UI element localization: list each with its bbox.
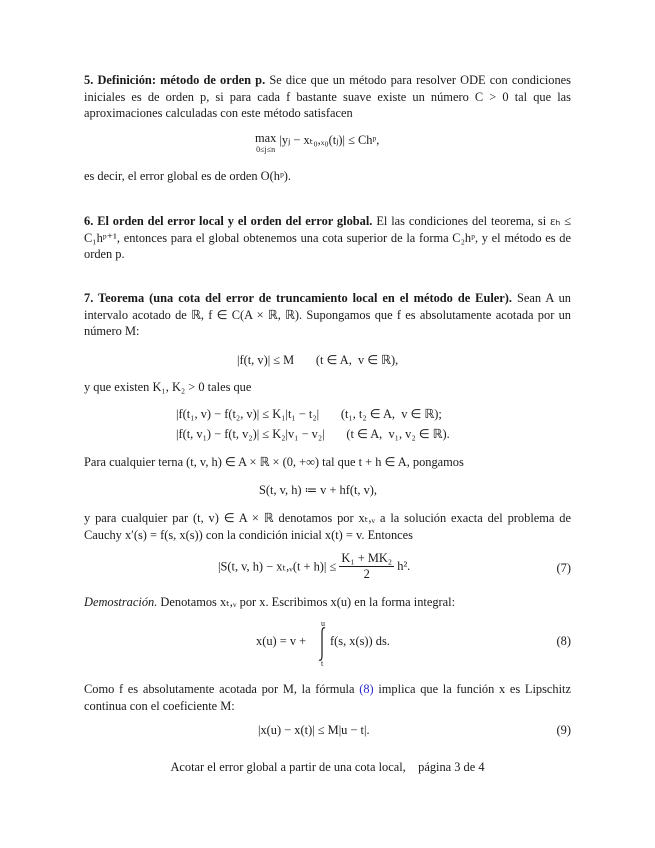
section-5-text: Se dice que un método para resolver ODE con condiciones iniciales es de orden p, si para cada f bastante suave existe un número C > 0 tal que las aproximaciones calculadas con este método satisfacen xyxy=(84,73,571,121)
equation-8-upper-limit: u xyxy=(321,619,325,628)
proof-label: Demostración. xyxy=(84,595,158,609)
proof-text: Denotamos xₜ,ᵥ por x. Escribimos x(u) en la forma integral: xyxy=(160,595,456,609)
integral-sign-icon xyxy=(316,626,328,662)
equation-9: |x(u) − x(t)| ≤ M|u − t|. xyxy=(258,723,370,737)
equation-max-error xyxy=(255,132,379,154)
equation-max-body: |yⱼ − xₜ₀,ₓ₀(tⱼ)| ≤ Chᵖ, xyxy=(279,133,380,147)
section-6-paragraph xyxy=(84,213,571,263)
equation-7-right: h². xyxy=(397,559,411,573)
equation-max-subscript: 0≤j≤n xyxy=(256,145,276,154)
section-5-title: 5. Definición: método de orden p. xyxy=(84,73,266,87)
equation-7 xyxy=(218,551,410,582)
section-7-text4: y para cualquier par (t, v) ∈ A × ℝ denotamos por xₜ,ᵥ a la solución exacta del problema de Cauchy x′(s) = f(s, x(s)) con la condición inicial x(t) = v. Entonces xyxy=(84,511,571,542)
equation-7-numerator: K₁ + MK₂ xyxy=(341,551,393,565)
equation-max-operator: max xyxy=(255,131,277,145)
equation-7-number: (7) xyxy=(556,561,571,575)
equation-8-reference-link[interactable]: (8) xyxy=(359,682,374,696)
page-footer: Acotar el error global a partir de una cota local, página 3 de 4 xyxy=(170,760,485,774)
equation-7-left: |S(t, v, h) − xₜ,ᵥ(t + h)| ≤ xyxy=(218,559,337,574)
section-5-paragraph xyxy=(84,72,571,122)
section-6-text: El las condiciones del teorema, si εₕ ≤ C₁hᵖ⁺¹, entonces para el global obtenemos una cota superior de la forma C₂hᵖ, y el método es de orden p. xyxy=(84,214,571,262)
equation-9-number: (9) xyxy=(556,723,571,737)
equation-7-fraction xyxy=(339,551,394,582)
equation-8-left: x(u) = v + xyxy=(256,634,307,648)
section-7-text2: y que existen K₁, K₂ > 0 tales que xyxy=(84,380,252,394)
equation-lipschitz-v: |f(t, v₁) − f(t, v₂)| ≤ K₂|v₁ − v₂| (t ∈ A, v₁, v₂ ∈ ℝ). xyxy=(176,427,450,441)
section-7-text1: Sean A un intervalo acotado de ℝ, f ∈ C(A × ℝ, ℝ). Supongamos que f es absolutamente acotada por un número M: xyxy=(84,291,571,339)
proof-text2-start: Como f es absolutamente acotada por M, la fórmula xyxy=(84,682,360,696)
equation-8-lower-limit: t xyxy=(321,659,324,668)
proof-paragraph-2 xyxy=(84,681,571,714)
equation-lipschitz-t: |f(t₁, v) − f(t₂, v)| ≤ K₁|t₁ − t₂| (t₁, t₂ ∈ A, v ∈ ℝ); xyxy=(176,407,442,421)
proof-paragraph xyxy=(84,594,571,611)
equation-bound-m: |f(t, v)| ≤ M (t ∈ A, v ∈ ℝ), xyxy=(237,353,399,367)
section-5-after: es decir, el error global es de orden O(hᵖ). xyxy=(84,169,292,183)
equation-7-denominator: 2 xyxy=(363,567,370,581)
proof-text2-end: implica que la función x es Lipschitz continua con el coeficiente M: xyxy=(84,682,571,713)
section-7-paragraph xyxy=(84,290,571,340)
section-6-title: 6. El orden del error local y el orden del error global. xyxy=(84,214,373,228)
equation-8 xyxy=(256,618,426,670)
section-7-text3: Para cualquier terna (t, v, h) ∈ A × ℝ × (0, +∞) tal que t + h ∈ A, pongamos xyxy=(84,455,464,469)
section-7-title: 7. Teorema (una cota del error de truncamiento local en el método de Euler). xyxy=(84,291,513,305)
equation-8-number: (8) xyxy=(556,634,571,648)
equation-euler-step: S(t, v, h) ≔ v + hf(t, v), xyxy=(259,483,378,497)
equation-8-right: f(s, x(s)) ds. xyxy=(330,634,390,648)
